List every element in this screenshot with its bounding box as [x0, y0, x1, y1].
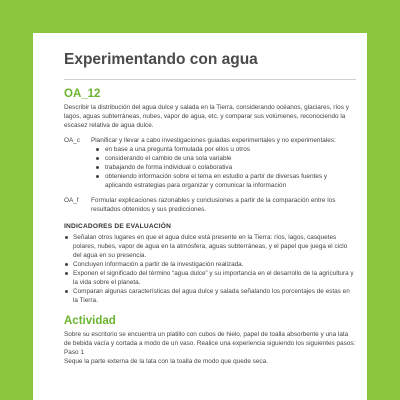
objective-text: Planificar y llevar a cabo investigaciones guiadas experimentales y no experimentales: [91, 137, 336, 144]
step-text: Seque la parte externa de la lata con la toalla de modo que quede seca. [64, 358, 268, 365]
objective-body [91, 136, 356, 190]
page-title: Experimentando con agua [64, 51, 258, 68]
list-item: considerando el cambio de una sola variable [91, 154, 356, 163]
activity-text: Sobre su escritorio se encuentra un platillo con cubos de hielo, papel de toalla absorbente y una lata de bebida vacía y cortada a modo de un vaso. Realice una experiencia siguiendo los siguientes pasos: [64, 331, 356, 347]
indicators-list [64, 233, 356, 305]
objective-code: OA_f [64, 197, 79, 204]
title-divider [64, 79, 356, 80]
indicators-heading: INDICADORES DE EVALUACIÓN [64, 223, 172, 230]
indicator-item: Comparan algunas características del agua dulce y salada señalando los porcentajes de estas en la Tierra. [64, 287, 356, 305]
worksheet-content [33, 33, 356, 366]
list-item: obteniendo información sobre el tema en estudio a partir de diversas fuentes y aplicando estrategias para organizar y comunicar la información [91, 172, 356, 190]
worksheet [33, 33, 367, 400]
activity-title: Actividad [64, 315, 116, 327]
objective-code: OA_c [64, 137, 80, 144]
indicator-item: Señalan otros lugares en que el agua dulce está presente en la Tierra: ríos, lagos, casquetes polares, nubes, vapor de agua en la atmósfera, aguas subterráneas, y el papel que juega el ciclo del agua en su presencia. [64, 233, 356, 260]
step-label: Paso 1 [64, 349, 84, 356]
list-item: trabajando de forma individual o colaborativa [91, 163, 356, 172]
objective-text: Formular explicaciones razonables y conclusiones a partir de la comparación entre los resultados obtenidos y sus predicciones. [91, 197, 336, 213]
indicator-item: Exponen el significado del término “agua dulce” y su importancia en el desarrollo de la agricultura y la vida sobre el planeta. [64, 269, 356, 287]
oa-description: Describir la distribución del agua dulce y salada en la Tierra, considerando océanos, glaciares, ríos y lagos, aguas subterráneas, nubes, vapor de agua, etc. y comparar sus volúmenes, reconociendo la escasez relativa de agua dulce. [64, 104, 349, 129]
oa-code: OA_12 [64, 88, 101, 100]
list-item: en base a una pregunta formulada por ellos u otros [91, 145, 356, 154]
objective-oa-f [64, 196, 356, 214]
objective-sublist [91, 145, 356, 190]
objective-oa-c [64, 136, 356, 190]
indicator-item: Concluyen información a partir de la investigación realizada. [64, 260, 356, 269]
